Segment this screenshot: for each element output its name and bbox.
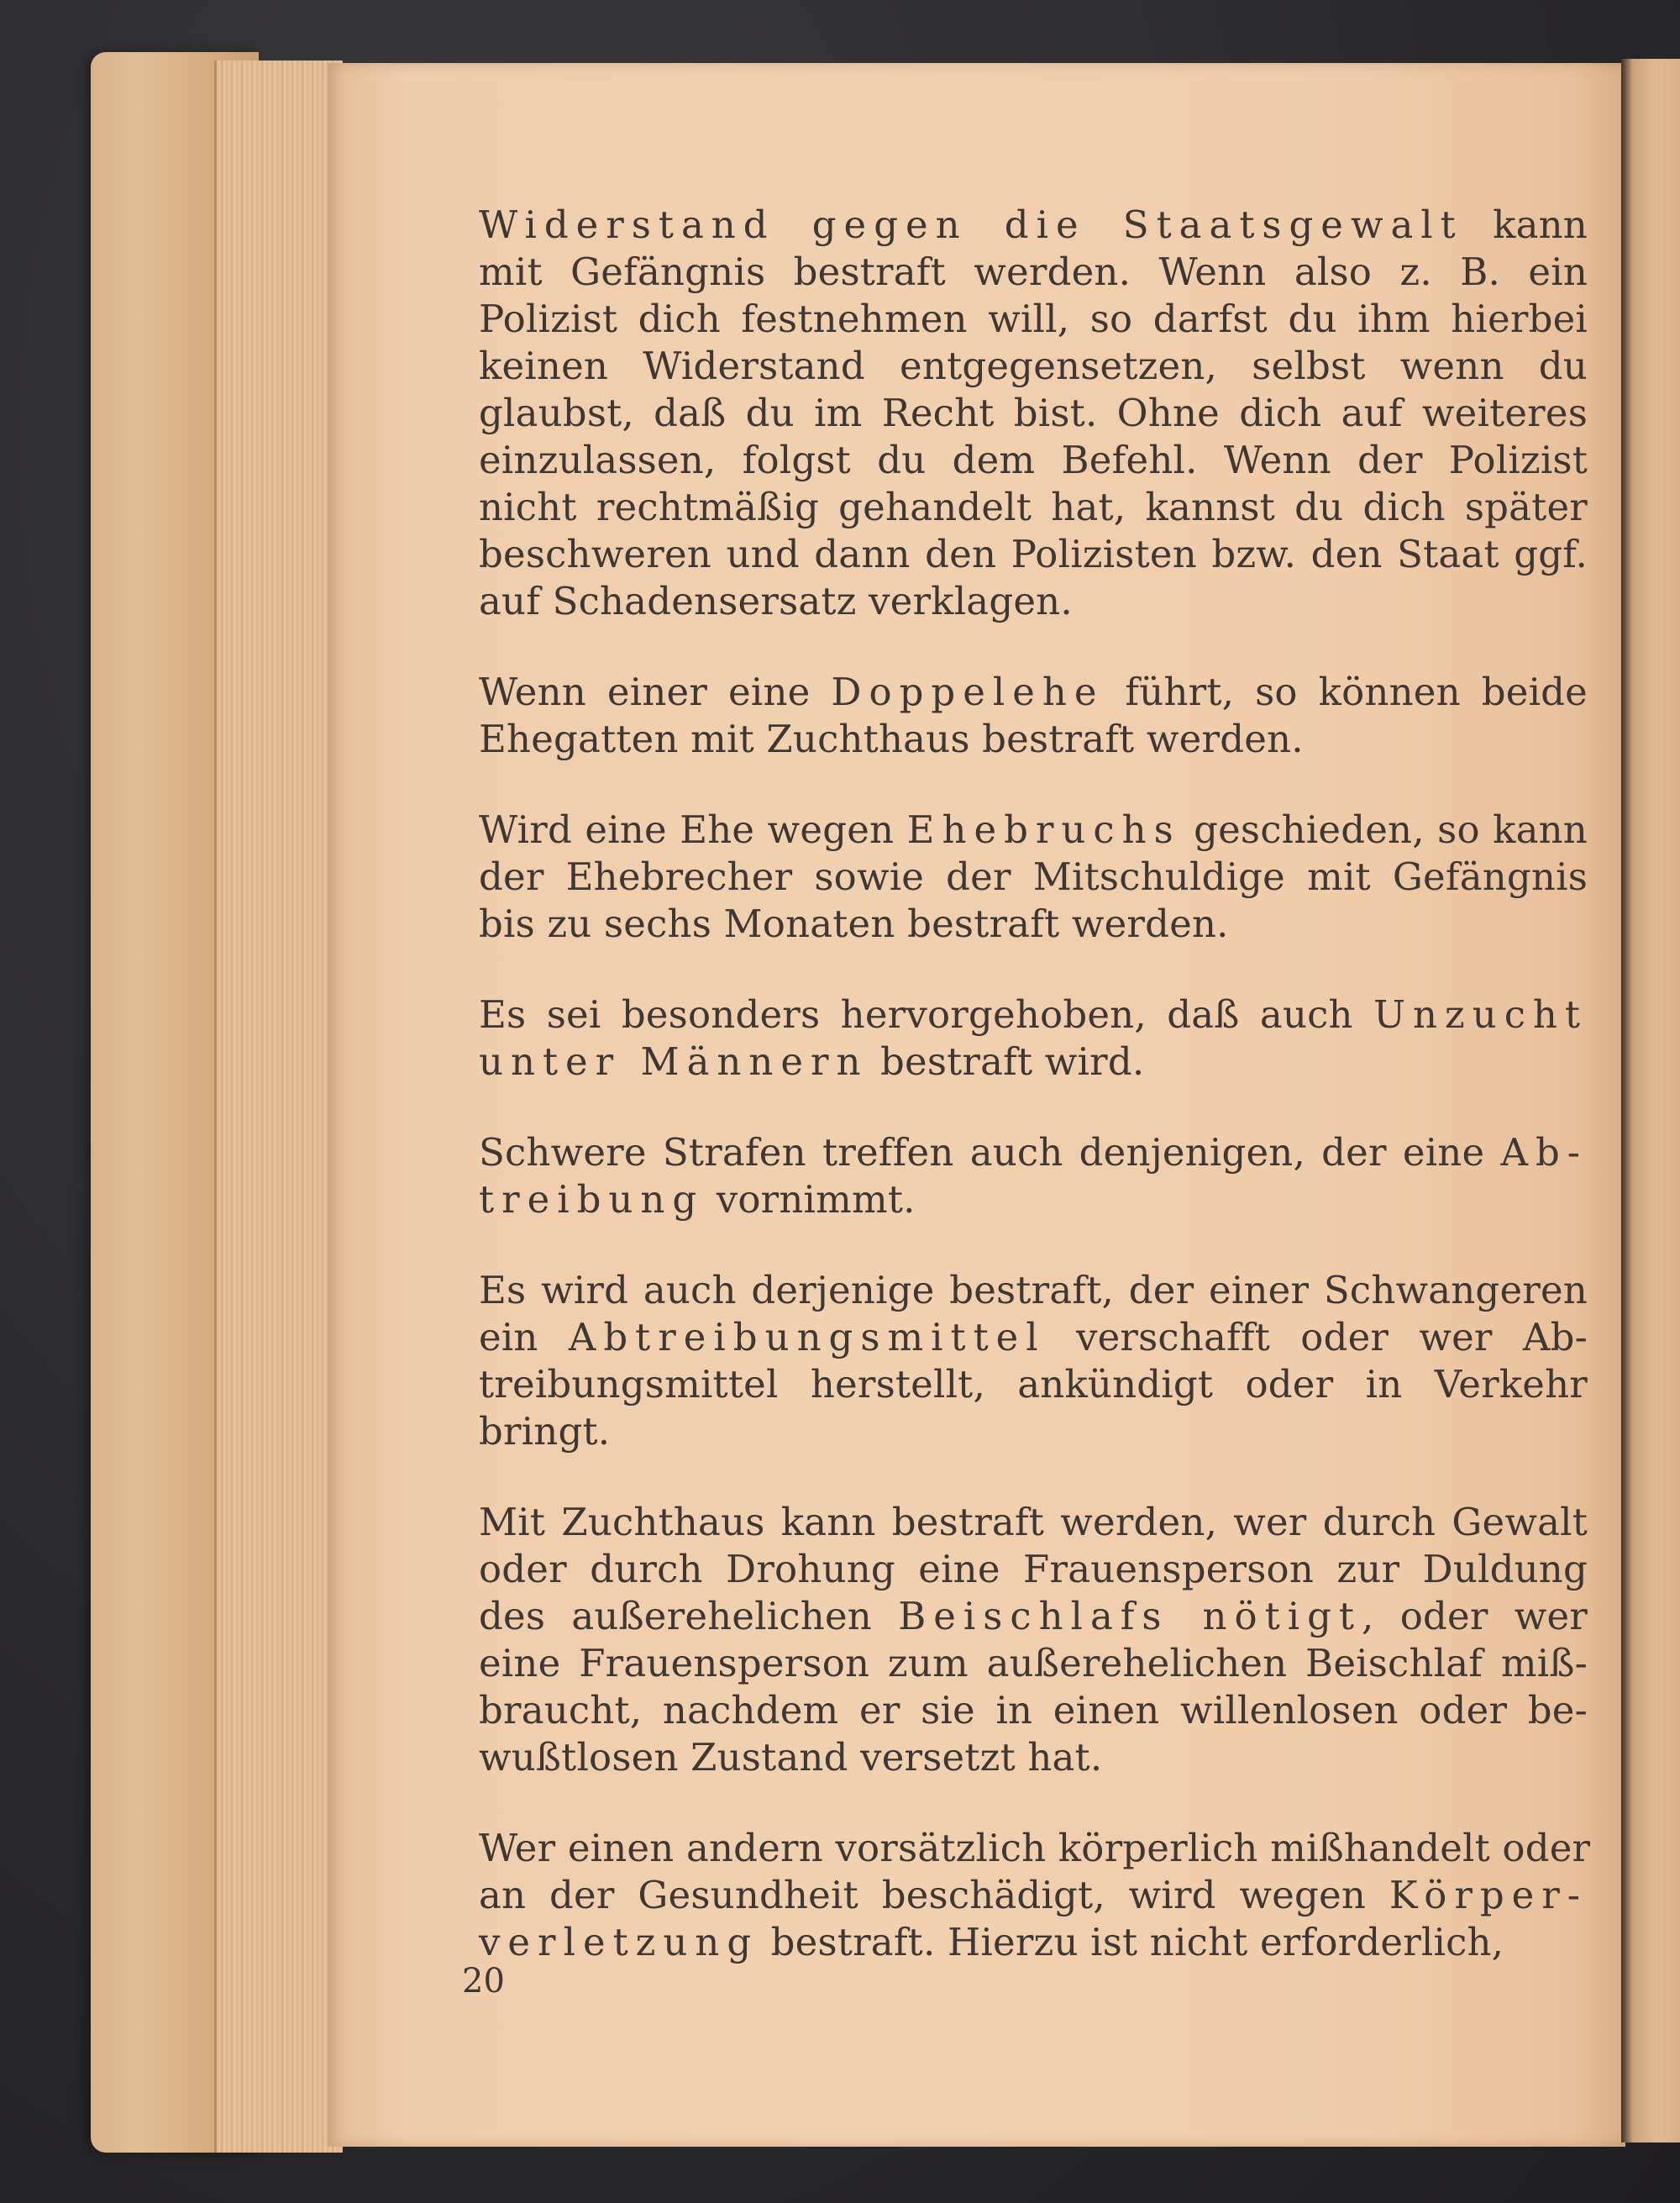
emphasized-term: treibung — [479, 1177, 705, 1222]
paragraph — [479, 1267, 1588, 1455]
text-line — [479, 716, 1588, 763]
text-segment: kann — [1462, 202, 1588, 247]
emphasized-term: Ab- — [1500, 1130, 1588, 1175]
text-line — [479, 1129, 1588, 1176]
text-line — [479, 1593, 1588, 1640]
text-segment: nicht rechtmäßig gehandelt hat, kannst du dich später — [479, 485, 1588, 529]
text-line — [479, 1408, 1588, 1455]
text-line — [479, 1687, 1588, 1734]
text-segment: wußtlosen Zustand versetzt hat. — [479, 1735, 1103, 1780]
paragraph — [479, 1499, 1588, 1781]
text-line — [479, 437, 1588, 484]
text-line — [479, 1267, 1588, 1314]
text-line — [479, 807, 1588, 854]
emphasized-term: Widerstand gegen die Staatsgewalt — [479, 202, 1463, 247]
emphasized-term: Unzucht — [1373, 992, 1588, 1037]
text-line — [479, 1361, 1588, 1408]
emphasized-term: Doppelehe — [831, 670, 1105, 714]
text-line — [479, 1176, 1588, 1223]
text-line — [479, 390, 1588, 437]
paragraph — [479, 669, 1588, 763]
text-line — [479, 202, 1588, 249]
text-line — [479, 1546, 1588, 1593]
paragraph — [479, 991, 1588, 1086]
text-segment: bis zu sechs Monaten bestraft werden. — [479, 902, 1229, 946]
text-segment: Mit Zuchthaus kann bestraft werden, wer durch Gewalt — [479, 1500, 1588, 1544]
text-segment: führt, so können beide — [1104, 670, 1588, 714]
paragraph — [479, 202, 1588, 625]
text-segment: Ehegatten mit Zuchthaus bestraft werden. — [479, 717, 1304, 761]
text-segment: Es sei besonders hervorgehoben, daß auch — [479, 992, 1374, 1037]
text-line — [479, 578, 1588, 625]
text-line — [479, 854, 1588, 901]
text-line — [479, 343, 1588, 390]
text-segment: an der Gesundheit beschädigt, wird wegen — [479, 1873, 1389, 1917]
text-line — [479, 484, 1588, 531]
text-segment: Wird eine Ehe wegen — [479, 807, 907, 852]
text-segment: oder durch Drohung eine Frauensperson zur Duldung — [479, 1547, 1588, 1591]
emphasized-term: Beischlafs nötigt — [898, 1594, 1362, 1638]
emphasized-term: Abtreibungsmittel — [568, 1315, 1046, 1359]
next-page-edge — [1621, 59, 1680, 2143]
paragraph — [479, 807, 1588, 948]
text-segment: treibungsmittel herstellt, ankündigt oder in Verkehr — [479, 1362, 1588, 1406]
text-line — [479, 249, 1588, 296]
text-segment: einzulassen, folgst du dem Befehl. Wenn der Polizist — [479, 438, 1588, 482]
paragraph — [479, 1825, 1591, 1966]
text-line — [479, 901, 1588, 948]
text-line — [479, 1499, 1588, 1546]
text-segment: vornimmt. — [704, 1177, 916, 1222]
text-segment: Schwere Strafen treffen auch denjenigen, der eine — [479, 1130, 1501, 1175]
text-segment: Wenn einer eine — [479, 670, 832, 714]
text-segment: ein — [479, 1315, 569, 1359]
text-line — [479, 1872, 1588, 1919]
text-line — [479, 1640, 1588, 1687]
text-line — [479, 1038, 1588, 1086]
text-line — [479, 1314, 1588, 1361]
text-segment: bestraft wird. — [868, 1039, 1145, 1084]
text-segment: Polizist dich festnehmen will, so darfst du ihm hierbei — [479, 297, 1588, 341]
text-segment: beschweren und dann den Polizisten bzw. den Staat ggf. — [479, 532, 1588, 576]
text-line — [479, 991, 1588, 1038]
emphasized-term: verletzung — [479, 1920, 759, 1964]
paragraph — [479, 1129, 1588, 1223]
text-segment: verschafft oder wer Ab- — [1045, 1315, 1588, 1359]
text-line — [479, 1825, 1591, 1872]
text-segment: Wer einen andern vorsätzlich körperlich mißhandelt oder — [479, 1826, 1591, 1870]
text-segment: braucht, nachdem er sie in einen willenlosen oder be- — [479, 1688, 1588, 1732]
text-segment: eine Frauensperson zum außerehelichen Beischlaf miß- — [479, 1641, 1588, 1685]
text-segment: keinen Widerstand entgegensetzen, selbst wenn du — [479, 344, 1588, 388]
text-line — [479, 1734, 1588, 1781]
text-segment: mit Gefängnis bestraft werden. Wenn also z. B. ein — [479, 250, 1588, 294]
page-number: 20 — [462, 1962, 505, 2001]
text-segment: , oder wer — [1361, 1594, 1588, 1638]
text-segment: geschieden, so kann — [1180, 807, 1588, 852]
text-line — [479, 1919, 1588, 1966]
text-segment: bringt. — [479, 1409, 611, 1454]
text-segment: auf Schadensersatz verklagen. — [479, 579, 1073, 623]
text-line — [479, 531, 1588, 578]
emphasized-term: Körper- — [1389, 1873, 1588, 1917]
text-line — [479, 296, 1588, 343]
emphasized-term: unter Männern — [479, 1039, 869, 1084]
text-segment: der Ehebrecher sowie der Mitschuldige mit Gefängnis — [479, 854, 1588, 899]
text-segment: des außerehelichen — [479, 1594, 899, 1638]
text-line — [479, 669, 1588, 716]
text-segment: bestraft. Hierzu ist nicht erforderlich, — [759, 1920, 1504, 1964]
emphasized-term: Ehebruchs — [906, 807, 1181, 852]
page-text-block — [479, 202, 1591, 2010]
page-stack-edges — [214, 60, 343, 2153]
text-segment: Es wird auch derjenige bestraft, der einer Schwangeren — [479, 1268, 1588, 1312]
text-segment: glaubst, daß du im Recht bist. Ohne dich auf weiteres — [479, 391, 1588, 435]
